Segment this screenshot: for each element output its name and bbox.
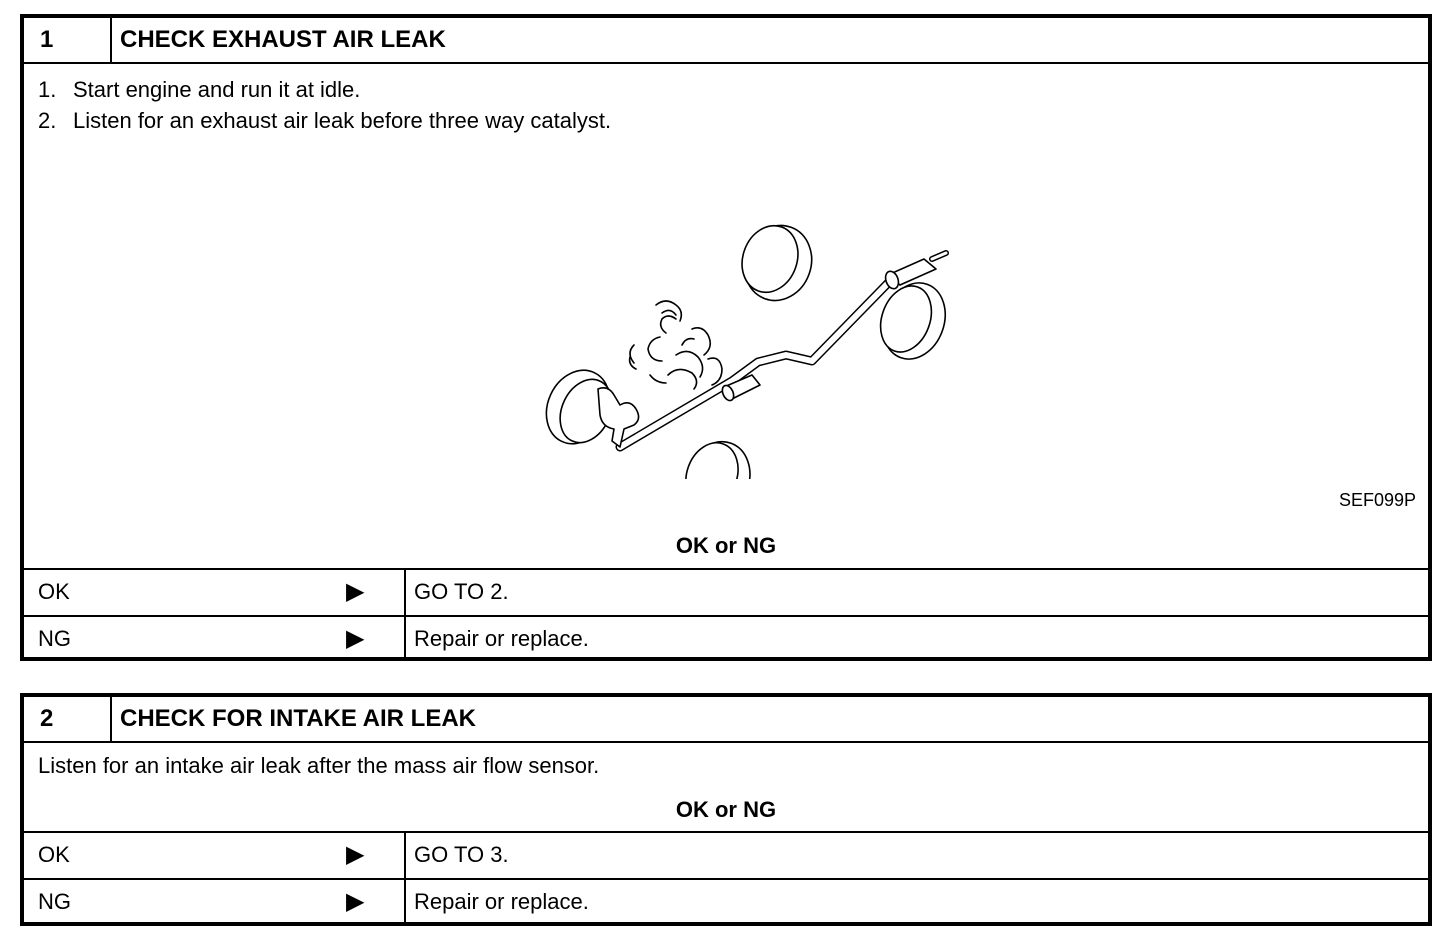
instruction-text: Listen for an exhaust air leak before three way catalyst. [73,108,612,133]
wheel-front-right [676,433,760,479]
result-action: Repair or replace. [414,626,589,651]
result-action: GO TO 2. [414,579,509,604]
figure-code: SEF099P [1338,490,1416,510]
result-action: Repair or replace. [414,889,589,914]
instruction-text: Start engine and run it at idle. [73,77,361,102]
arrow-right-icon: ▶ [346,841,365,868]
exhaust-smoke [630,301,722,389]
result-action: GO TO 3. [414,842,509,867]
column-divider [404,570,406,615]
column-divider [404,880,406,923]
decision-label: OK or NG [675,533,777,558]
result-label: OK [38,842,70,867]
step-2-header [24,697,1428,743]
arrow-right-icon: ▶ [346,578,365,605]
instruction-item [38,105,611,136]
instruction-text: Listen for an intake air leak after the mass air flow sensor. [38,753,600,778]
result-row-ok [24,833,1428,878]
step-1-panel [20,14,1432,661]
arrow-right-icon: ▶ [346,625,365,652]
instruction-item [38,74,611,105]
step-number: 2 [24,697,112,741]
step-1-header [24,18,1428,64]
result-label: NG [38,889,71,914]
step-2-panel [20,693,1432,926]
instruction-list [38,74,611,136]
exhaust-system-leak-illustration [516,179,956,479]
step-1-body [24,64,1428,570]
step-number: 1 [24,18,112,62]
column-divider [404,833,406,878]
result-label: OK [38,579,70,604]
column-divider [404,617,406,660]
step-title: CHECK FOR INTAKE AIR LEAK [120,705,476,732]
decision-label: OK or NG [675,797,777,822]
instruction-index: 2. [38,108,57,133]
result-row-ok [24,570,1428,615]
wheel-rear-left [733,216,822,310]
step-2-body [24,743,1428,833]
instruction-index: 1. [38,77,57,102]
arrow-right-icon: ▶ [346,888,365,915]
result-label: NG [38,626,71,651]
result-row-ng [24,615,1428,660]
step-title: CHECK EXHAUST AIR LEAK [120,26,446,53]
result-row-ng [24,878,1428,923]
